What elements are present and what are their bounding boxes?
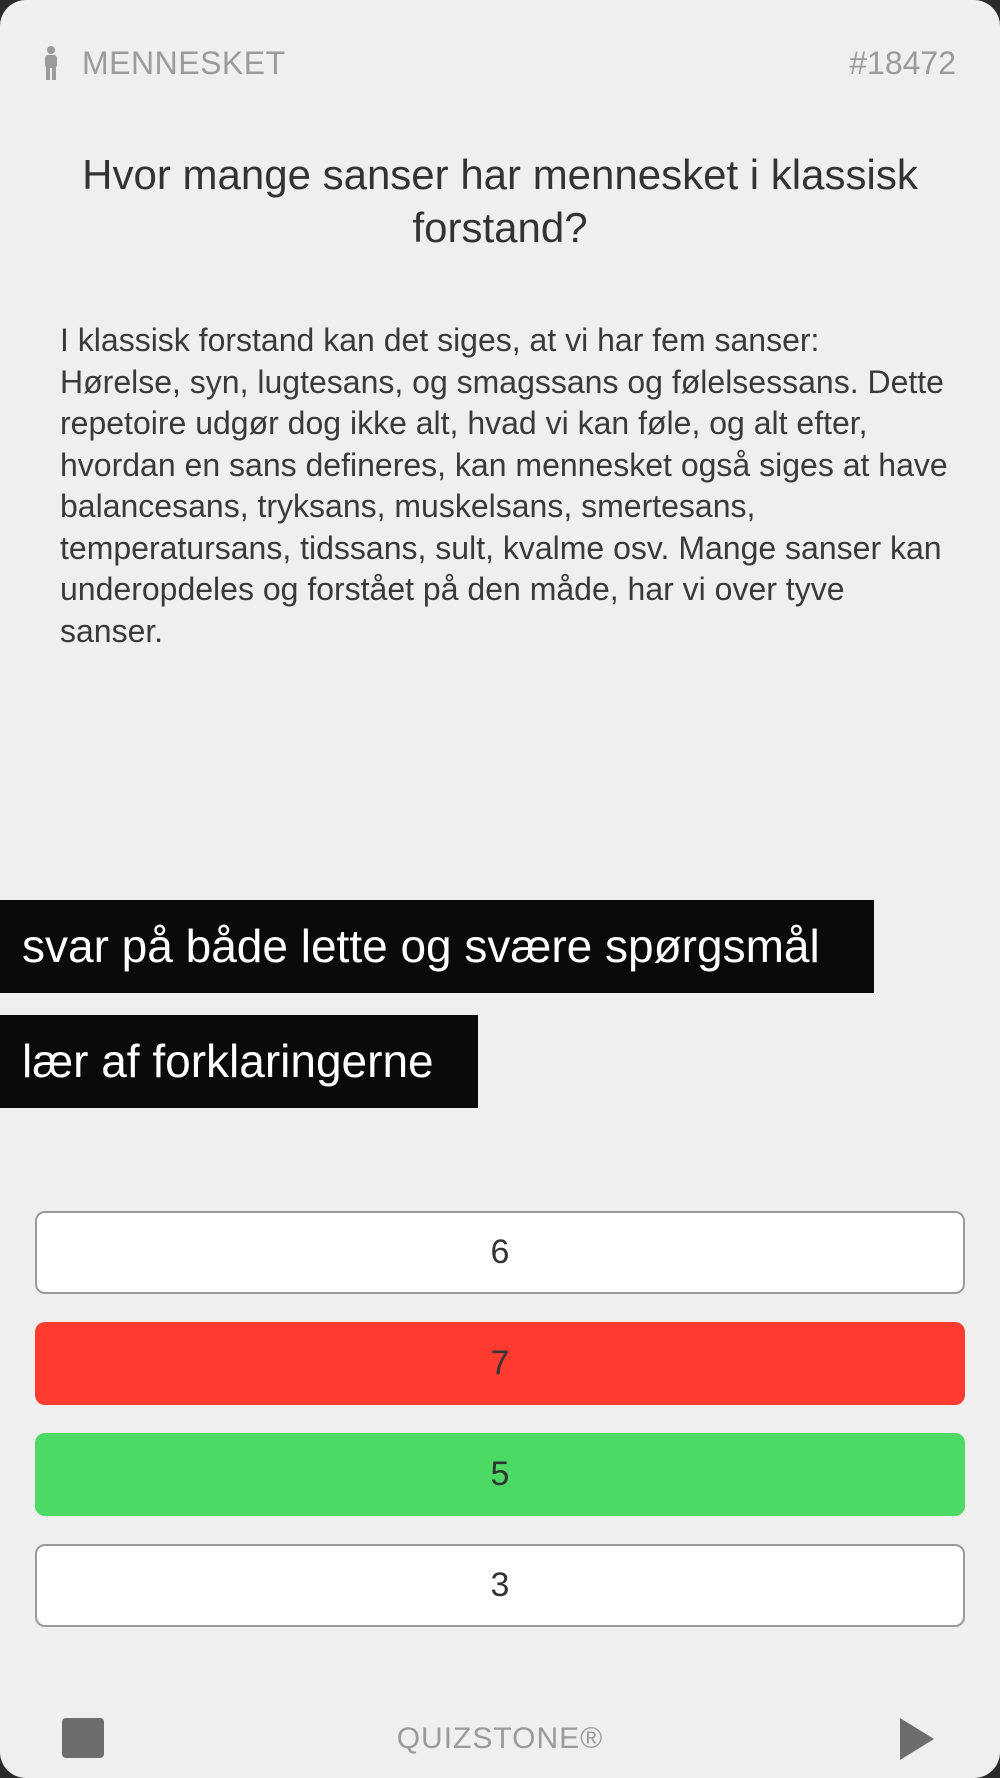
footer	[0, 1706, 1000, 1772]
answer-option-1[interactable]: 6	[35, 1211, 965, 1294]
answer-option-4[interactable]: 3	[35, 1544, 965, 1627]
answer-option-2-wrong[interactable]: 7	[35, 1322, 965, 1405]
person-icon	[40, 46, 62, 80]
play-icon[interactable]	[900, 1718, 934, 1760]
category-label: MENNESKET	[82, 44, 286, 81]
header	[0, 30, 1000, 96]
brand-label: QUIZSTONE®	[396, 1722, 604, 1755]
promo-banner-2: lær af forklaringerne	[0, 1015, 478, 1108]
explanation-text: I klassisk forstand kan det siges, at vi har fem sanser: Hørelse, syn, lugtesans, og smagssans og følelsessans. Dette repetoire udgør dog ikke alt, hvad vi kan føle, og alt efter, hvordan en sans defineres, kan mennesket også siges at have balancesans, tryksans, muskelsans, smertesans, temperatursans, tidssans, sult, kvalme osv. Mange sanser kan underopdeles og forstået på den måde, har vi over tyve sanser.	[60, 322, 948, 649]
category	[40, 30, 286, 96]
promo-banner-1: svar på både lette og svære spørgsmål	[0, 900, 874, 993]
question-text: Hvor mange sanser har mennesket i klassisk forstand?	[82, 151, 918, 251]
question-id: #18472	[849, 45, 956, 81]
answer-option-3-correct[interactable]: 5	[35, 1433, 965, 1516]
answer-list	[35, 1211, 965, 1655]
